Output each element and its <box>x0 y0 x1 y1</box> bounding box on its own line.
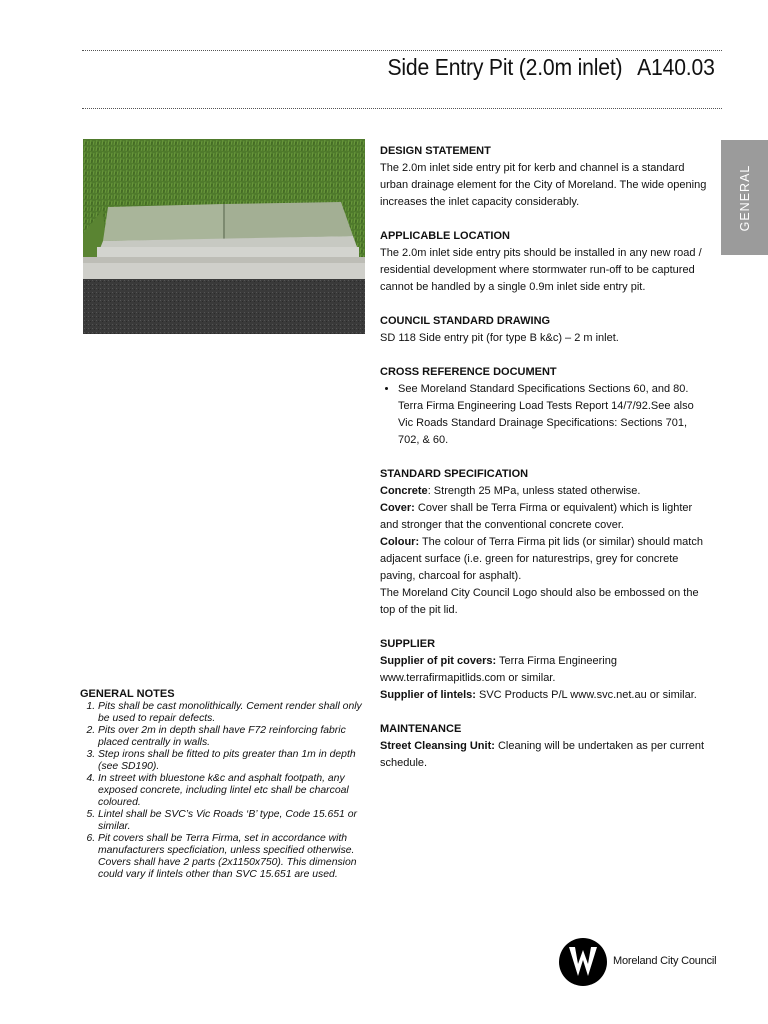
applicable-location-text: The 2.0m inlet side entry pits should be installed in any new road / residential development where stormwater run-off to be captured cannot be handled by a single 0.9m inlet side entry pit. <box>380 247 702 293</box>
general-note-item: 4. In street with bluestone k&c and asphalt footpath, any exposed concrete, including lintel etc shall be charcoal coloured. <box>98 773 365 809</box>
design-statement-heading: DESIGN STATEMENT <box>380 145 491 157</box>
general-note-item: 2. Pits over 2m in depth shall have F72 reinforcing fabric placed centrally in walls. <box>98 725 365 749</box>
moreland-m-logo-icon <box>558 938 608 986</box>
design-statement-section <box>380 143 710 211</box>
lintels-label: Supplier of lintels: <box>380 689 476 701</box>
cover-line <box>380 500 710 534</box>
standard-spec-heading: STANDARD SPECIFICATION <box>380 468 529 480</box>
pit-photo-image <box>83 139 365 334</box>
general-note-item: 5. Lintel shall be SVC’s Vic Roads ‘B’ type, Code 15.651 or similar. <box>98 809 365 833</box>
lintels-line <box>380 687 710 704</box>
maintenance-section <box>380 721 710 772</box>
cover-label: Cover: <box>380 502 415 514</box>
council-logo <box>558 938 718 986</box>
design-statement-text: The 2.0m inlet side entry pit for kerb and channel is a standard urban drainage element for the City of Moreland. The wide opening increases the inlet capacity considerably. <box>380 162 707 208</box>
pit-covers-line <box>380 653 710 687</box>
title-text: Side Entry Pit (2.0m inlet) <box>387 54 623 80</box>
side-tab-label: GENERAL <box>737 164 752 231</box>
general-notes-heading: GENERAL NOTES <box>80 688 175 700</box>
general-notes-list <box>80 701 365 881</box>
cross-reference-item: • See Moreland Standard Specifications Sections 60, and 80. Terra Firma Engineering Load Tests Report 14/7/92.See also Vic Roads Standard Drainage Specifications: Sections 701, 702, & 60. <box>398 381 710 449</box>
general-note-item: 6. Pit covers shall be Terra Firma, set in accordance with manufacturers specficiation, unless specified otherwise. Covers shall have 2 parts (2x1150x750). This dimension could vary if lintels other than SVC 15.651 are used. <box>98 833 365 881</box>
supplier-section <box>380 636 710 704</box>
maintenance-heading: MAINTENANCE <box>380 723 462 735</box>
cross-reference-section <box>380 364 710 449</box>
general-note-item: 1. Pits shall be cast monolithically. Cement render shall only be used to repair defects. <box>98 701 365 725</box>
colour-line <box>380 534 710 585</box>
side-tab-general <box>721 140 768 255</box>
cross-reference-list <box>380 381 710 449</box>
cleansing-line <box>380 738 710 772</box>
concrete-line <box>380 483 710 500</box>
top-rule <box>82 50 722 51</box>
pit-covers-label: Supplier of pit covers: <box>380 655 497 667</box>
general-notes <box>80 688 365 881</box>
logo-emboss-text: The Moreland City Council Logo should also be embossed on the top of the pit lid. <box>380 587 699 616</box>
page-title <box>388 54 715 81</box>
council-drawing-heading: COUNCIL STANDARD DRAWING <box>380 315 551 327</box>
pit-covers-text: Terra Firma Engineering www.terrafirmapitlids.com or similar. <box>380 655 617 684</box>
general-note-item: 3. Step irons shall be fitted to pits greater than 1m in depth (see SD190). <box>98 749 365 773</box>
title-code: A140.03 <box>637 54 715 80</box>
colour-text: The colour of Terra Firma pit lids (or similar) should match adjacent surface (i.e. green for naturestrips, grey for concrete paving, charcoal for asphalt). <box>380 536 703 582</box>
council-logo-text: Moreland City Council <box>613 955 717 967</box>
concrete-text: : Strength 25 MPa, unless stated otherwise. <box>427 485 641 497</box>
council-drawing-section <box>380 313 710 347</box>
lintels-text: SVC Products P/L www.svc.net.au or similar. <box>475 689 697 701</box>
colour-label: Colour: <box>380 536 420 548</box>
cleansing-label: Street Cleansing Unit: <box>380 740 495 752</box>
applicable-location-heading: APPLICABLE LOCATION <box>380 230 510 242</box>
pit-photo <box>83 139 365 334</box>
cross-reference-heading: CROSS REFERENCE DOCUMENT <box>380 366 557 378</box>
cleansing-text: Cleaning will be undertaken as per current schedule. <box>380 740 705 769</box>
right-column <box>380 143 710 789</box>
council-drawing-text: SD 118 Side entry pit (for type B k&c) – 2 m inlet. <box>380 332 619 344</box>
standard-spec-section <box>380 466 710 619</box>
concrete-label: Concrete <box>380 485 428 497</box>
applicable-location-section <box>380 228 710 296</box>
supplier-heading: SUPPLIER <box>380 638 436 650</box>
header-rule <box>82 108 722 109</box>
cover-text: Cover shall be Terra Firma or equivalent) which is lighter and stronger that the conventional concrete cover. <box>380 502 693 531</box>
